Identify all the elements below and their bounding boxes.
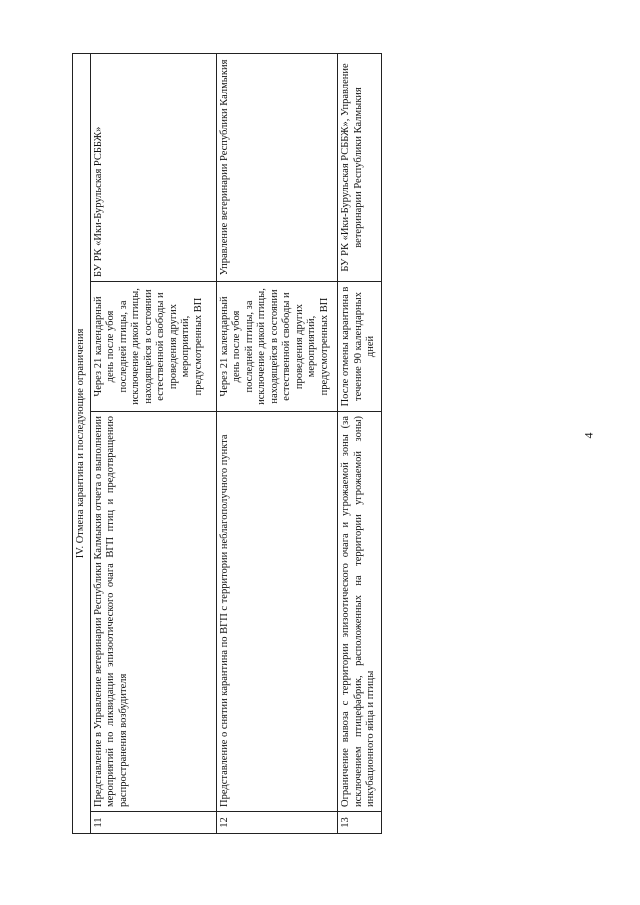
measure-cell: Представление в Управление ветеринарии Республики Калмыкия отчета о выполнении мероприятий по ликвидации эпизоотического очага ВГП птиц и предотвращению распространения возбудителя: [90, 412, 216, 812]
row-number: 12: [216, 812, 338, 834]
section-title: IV. Отмена карантина и последующие ограничения: [73, 53, 91, 833]
deadline-cell: После отмены карантина в течение 90 календарных дней: [338, 282, 382, 412]
measure-cell: Представление о снятии карантина по ВГП с территории неблагополучного пункта: [216, 412, 338, 812]
table-row: [90, 53, 216, 833]
responsible-cell: БУ РК «Ики-Бурульская РСББЖ»: [90, 53, 216, 281]
responsible-cell: Управление ветеринарии Республики Калмыкия: [216, 53, 338, 281]
rotated-document-page: [72, 54, 382, 834]
deadline-cell: Через 21 календарный день после убоя последней птицы, за исключение дикой птицы, находящейся в состоянии естественной свободы и проведения других мероприятий, предусмотренных ВП: [216, 282, 338, 412]
section-header-row: [73, 53, 91, 833]
measures-table: [72, 53, 382, 834]
table-row: [216, 53, 338, 833]
row-number: 13: [338, 812, 382, 834]
table-row: [338, 53, 382, 833]
page-number: 4: [581, 432, 596, 439]
measure-cell: Ограничение вывоза с территории эпизоотического очага и угрожаемой зоны (за исключением птицефабрик, расположенных на территории угрожаемой зоны) инкубационного яйца и птицы: [338, 412, 382, 812]
responsible-cell: БУ РК «Ики-Бурульская РСББЖ», Управление ветеринарии Республики Калмыкия: [338, 53, 382, 281]
row-number: 11: [90, 812, 216, 834]
deadline-cell: Через 21 календарный день после убоя последней птицы, за исключение дикой птицы, находящейся в состоянии естественной свободы и проведения других мероприятий, предусмотренных ВП: [90, 282, 216, 412]
